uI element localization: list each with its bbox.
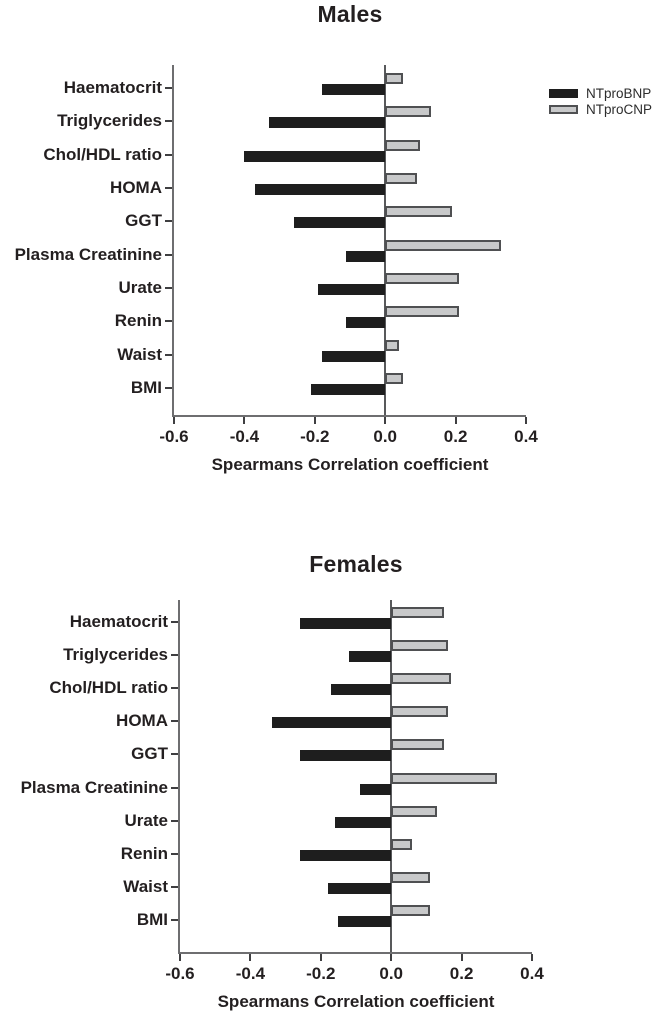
legend-label-ntprobnp: NTproBNP bbox=[586, 85, 652, 101]
males-category-label-bmi: BMI bbox=[130, 377, 162, 397]
females-x-tick bbox=[390, 954, 392, 961]
females-y-tick bbox=[171, 820, 178, 822]
males-x-tick-label: 0.0 bbox=[373, 427, 397, 446]
males-category-label-plasma-creatinine: Plasma Creatinine bbox=[14, 244, 162, 264]
bar-ntprocnp-females-chol-hdl-ratio bbox=[391, 673, 451, 684]
males-x-tick bbox=[314, 417, 316, 424]
males-category-label-chol-hdl-ratio: Chol/HDL ratio bbox=[43, 144, 162, 164]
bar-ntprobnp-females-bmi bbox=[338, 916, 391, 927]
bar-ntprobnp-males-waist bbox=[322, 351, 385, 362]
males-chart-title: Males bbox=[317, 1, 383, 27]
males-y-tick bbox=[165, 320, 172, 322]
females-category-label-chol-hdl-ratio: Chol/HDL ratio bbox=[49, 678, 168, 698]
bar-ntprocnp-females-haematocrit bbox=[391, 607, 444, 618]
males-x-tick-label: -0.2 bbox=[300, 427, 330, 446]
ntprocnp-swatch-icon bbox=[549, 105, 578, 114]
bar-ntprocnp-females-urate bbox=[391, 806, 437, 817]
females-chart-title: Females bbox=[309, 551, 403, 577]
bar-ntprobnp-males-bmi bbox=[311, 384, 385, 395]
bar-ntprocnp-females-renin bbox=[391, 839, 412, 850]
females-x-tick-label: 0.0 bbox=[379, 964, 403, 983]
males-y-tick bbox=[165, 387, 172, 389]
females-x-tick-label: 0.2 bbox=[449, 964, 474, 983]
males-x-axis bbox=[172, 415, 526, 417]
males-y-tick bbox=[165, 287, 172, 289]
males-category-label-homa: HOMA bbox=[110, 177, 162, 197]
legend bbox=[549, 87, 652, 115]
males-x-tick bbox=[455, 417, 457, 424]
females-category-label-plasma-creatinine: Plasma Creatinine bbox=[20, 777, 168, 797]
bar-ntprocnp-males-bmi bbox=[385, 373, 403, 384]
females-y-tick bbox=[171, 853, 178, 855]
bar-ntprocnp-males-urate bbox=[385, 273, 459, 284]
females-y-tick bbox=[171, 720, 178, 722]
bar-ntprobnp-males-renin bbox=[346, 317, 385, 328]
legend-item-ntprocnp bbox=[549, 103, 652, 115]
females-category-label-ggt: GGT bbox=[131, 744, 168, 764]
bar-ntprobnp-males-haematocrit bbox=[322, 84, 385, 95]
females-category-label-waist: Waist bbox=[123, 876, 168, 896]
males-x-tick bbox=[243, 417, 245, 424]
males-category-label-haematocrit: Haematocrit bbox=[63, 78, 162, 97]
bar-ntprobnp-females-urate bbox=[335, 817, 391, 828]
bar-ntprocnp-males-plasma-creatinine bbox=[385, 240, 501, 251]
bar-ntprobnp-females-waist bbox=[328, 883, 391, 894]
bar-ntprobnp-males-plasma-creatinine bbox=[346, 251, 385, 262]
females-x-tick-label: -0.6 bbox=[165, 964, 195, 983]
males-y-tick bbox=[165, 220, 172, 222]
males-y-tick bbox=[165, 187, 172, 189]
males-x-tick bbox=[173, 417, 175, 424]
males-category-label-waist: Waist bbox=[117, 344, 162, 364]
bar-ntprobnp-females-plasma-creatinine bbox=[360, 784, 392, 795]
bar-ntprocnp-females-triglycerides bbox=[391, 640, 447, 651]
bar-ntprocnp-males-renin bbox=[385, 306, 459, 317]
ntprobnp-swatch-icon bbox=[549, 89, 578, 98]
females-y-tick bbox=[171, 886, 178, 888]
bar-ntprocnp-females-bmi bbox=[391, 905, 430, 916]
females-category-label-bmi: BMI bbox=[136, 909, 168, 929]
bar-ntprobnp-females-haematocrit bbox=[300, 618, 392, 629]
females-y-tick bbox=[171, 654, 178, 656]
females-category-label-renin: Renin bbox=[120, 843, 168, 863]
bar-ntprocnp-males-homa bbox=[385, 173, 417, 184]
bar-ntprocnp-males-triglycerides bbox=[385, 106, 431, 117]
legend-label-ntprocnp: NTproCNP bbox=[586, 101, 653, 117]
females-x-tick bbox=[179, 954, 181, 961]
females-y-tick bbox=[171, 753, 178, 755]
bar-ntprocnp-females-waist bbox=[391, 872, 430, 883]
bar-ntprobnp-males-triglycerides bbox=[269, 117, 385, 128]
females-x-tick-label: -0.4 bbox=[235, 964, 266, 983]
bar-ntprobnp-females-homa bbox=[272, 717, 392, 728]
males-y-tick bbox=[165, 254, 172, 256]
males-y-tick bbox=[165, 120, 172, 122]
bar-ntprocnp-males-ggt bbox=[385, 206, 452, 217]
females-y-tick bbox=[171, 787, 178, 789]
bar-ntprocnp-females-ggt bbox=[391, 739, 444, 750]
females-category-label-haematocrit: Haematocrit bbox=[69, 612, 168, 631]
males-x-axis-title: Spearmans Correlation coefficient bbox=[211, 455, 489, 474]
bar-ntprobnp-males-chol-hdl-ratio bbox=[244, 151, 385, 162]
males-x-tick-label: -0.4 bbox=[229, 427, 260, 446]
bar-ntprobnp-males-urate bbox=[318, 284, 385, 295]
females-category-label-urate: Urate bbox=[124, 810, 168, 830]
bar-ntprocnp-males-haematocrit bbox=[385, 73, 403, 84]
females-category-label-triglycerides: Triglycerides bbox=[63, 645, 168, 665]
males-x-tick-label: 0.2 bbox=[443, 427, 468, 446]
males-x-tick bbox=[384, 417, 386, 424]
bar-ntprobnp-females-renin bbox=[300, 850, 392, 861]
males-y-tick bbox=[165, 87, 172, 89]
bar-ntprocnp-males-chol-hdl-ratio bbox=[385, 140, 420, 151]
bar-ntprobnp-males-homa bbox=[255, 184, 385, 195]
bar-ntprocnp-females-homa bbox=[391, 706, 447, 717]
females-x-tick bbox=[461, 954, 463, 961]
bar-ntprobnp-females-chol-hdl-ratio bbox=[331, 684, 391, 695]
females-x-tick-label: 0.4 bbox=[520, 964, 544, 983]
males-y-tick bbox=[165, 354, 172, 356]
females-x-axis bbox=[178, 952, 532, 954]
legend-item-ntprobnp bbox=[549, 87, 652, 99]
females-x-tick bbox=[531, 954, 533, 961]
males-x-tick-label: -0.6 bbox=[159, 427, 189, 446]
males-y-tick bbox=[165, 154, 172, 156]
females-y-tick bbox=[171, 687, 178, 689]
males-x-tick bbox=[525, 417, 527, 424]
females-x-tick-label: -0.2 bbox=[306, 964, 336, 983]
males-category-label-urate: Urate bbox=[118, 277, 162, 297]
males-category-label-triglycerides: Triglycerides bbox=[57, 111, 162, 131]
bar-ntprobnp-females-triglycerides bbox=[349, 651, 391, 662]
bar-ntprocnp-males-waist bbox=[385, 340, 399, 351]
bar-ntprobnp-females-ggt bbox=[300, 750, 392, 761]
females-category-label-homa: HOMA bbox=[116, 711, 168, 731]
males-x-tick-label: 0.4 bbox=[514, 427, 538, 446]
females-y-axis bbox=[178, 600, 180, 954]
males-category-label-renin: Renin bbox=[114, 311, 162, 331]
bar-ntprocnp-females-plasma-creatinine bbox=[391, 773, 497, 784]
females-x-axis-title: Spearmans Correlation coefficient bbox=[217, 992, 495, 1011]
females-x-tick bbox=[320, 954, 322, 961]
females-y-tick bbox=[171, 919, 178, 921]
males-category-label-ggt: GGT bbox=[125, 211, 162, 231]
males-y-axis bbox=[172, 65, 174, 417]
bar-ntprobnp-males-ggt bbox=[294, 217, 386, 228]
females-x-tick bbox=[249, 954, 251, 961]
females-y-tick bbox=[171, 621, 178, 623]
